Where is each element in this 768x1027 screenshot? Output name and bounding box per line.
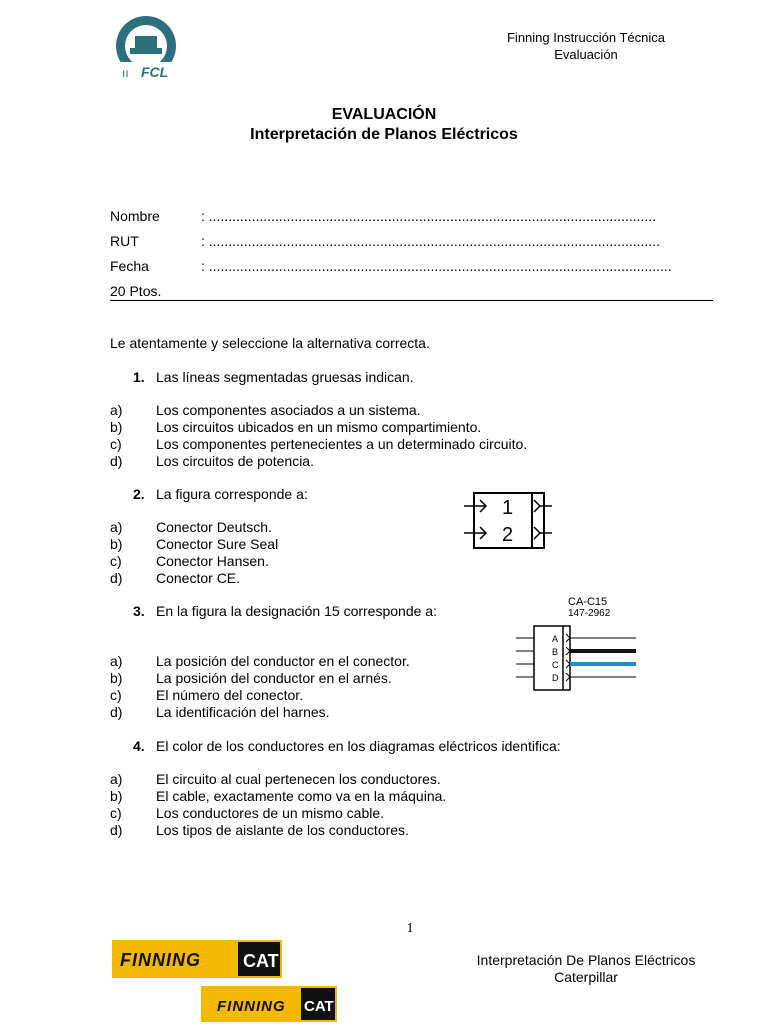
points-label: 20 Ptos. xyxy=(110,283,162,299)
q2-option-a-letter: a) xyxy=(110,519,123,535)
q3-option-a[interactable]: La posición del conductor en el conector. xyxy=(156,653,410,669)
q2-option-a[interactable]: Conector Deutsch. xyxy=(156,519,272,535)
finning-cat-logo-2 xyxy=(201,986,337,1022)
field-fecha[interactable]: : ....................................................................................................................... xyxy=(201,258,672,274)
page-title: EVALUACIÓN xyxy=(331,106,437,123)
question-4-text: El color de los conductores en los diagramas eléctricos identifica: xyxy=(156,738,561,754)
q1-option-a[interactable]: Los componentes asociados a un sistema. xyxy=(156,402,421,418)
q4-option-a-letter: a) xyxy=(110,771,123,787)
q1-option-c-letter: c) xyxy=(110,436,122,452)
q1-option-c[interactable]: Los componentes pertenecientes a un determinado circuito. xyxy=(156,436,528,452)
question-1-number: 1. xyxy=(133,369,145,385)
q3-option-c-letter: c) xyxy=(110,687,122,703)
header-divider xyxy=(110,300,713,301)
q2-option-c-letter: c) xyxy=(110,553,122,569)
question-1-text: Las líneas segmentadas gruesas indican. xyxy=(156,369,414,385)
harness-pin-d: D xyxy=(552,673,559,683)
q4-option-c-letter: c) xyxy=(110,805,122,821)
footer-brand-cat-2: CAT xyxy=(304,998,334,1015)
q4-option-c[interactable]: Los conductores de un mismo cable. xyxy=(156,805,385,821)
connector-figure xyxy=(462,491,554,551)
logo-fcl-text: FCL xyxy=(141,64,169,80)
header-right xyxy=(470,29,702,63)
field-rut[interactable]: : .................................................................................................................... xyxy=(201,233,660,249)
q4-option-b-letter: b) xyxy=(110,788,123,804)
question-3-text: En la figura la designación 15 corresponde a: xyxy=(156,603,437,619)
q1-option-a-letter: a) xyxy=(110,402,123,418)
harness-connector-figure xyxy=(512,594,642,694)
q1-option-d-letter: d) xyxy=(110,453,123,469)
q3-option-b-letter: b) xyxy=(110,670,123,686)
question-2-text: La figura corresponde a: xyxy=(156,486,308,502)
field-label-fecha: Fecha xyxy=(110,258,149,274)
footer-brand-word-1: FINNING xyxy=(120,950,201,970)
field-nombre[interactable]: : ................................................................................................................... xyxy=(201,208,657,224)
instructions: Le atentamente y seleccione la alternativa correcta. xyxy=(110,335,430,351)
footer-brand-cat-1: CAT xyxy=(243,951,279,971)
q3-option-a-letter: a) xyxy=(110,653,123,669)
svg-text:ıı: ıı xyxy=(122,66,129,80)
footer-right-line2: Caterpillar xyxy=(554,969,618,985)
harness-pin-b: B xyxy=(552,647,559,657)
q2-option-d[interactable]: Conector CE. xyxy=(156,570,241,586)
field-label-nombre: Nombre xyxy=(110,208,160,224)
connector-pin-2: 2 xyxy=(502,524,514,546)
field-label-rut: RUT xyxy=(110,233,139,249)
q1-option-d[interactable]: Los circuitos de potencia. xyxy=(156,453,314,469)
connector-pin-1: 1 xyxy=(502,497,514,519)
footer-brand-word-2: FINNING xyxy=(217,998,286,1015)
q3-option-d-letter: d) xyxy=(110,704,123,720)
finning-capacitacion-logo xyxy=(108,14,184,80)
page-number: 1 xyxy=(406,921,414,936)
header-right-line2: Evaluación xyxy=(554,47,618,62)
q4-option-d[interactable]: Los tipos de aislante de los conductores. xyxy=(156,822,409,838)
harness-label-2: 147-2962 xyxy=(568,608,611,619)
q4-option-a[interactable]: El circuito al cual pertenecen los conductores. xyxy=(156,771,441,787)
q2-option-b[interactable]: Conector Sure Seal xyxy=(156,536,279,552)
question-4-number: 4. xyxy=(133,738,145,754)
header-right-line1: Finning Instrucción Técnica xyxy=(506,30,665,45)
q1-option-b-letter: b) xyxy=(110,419,123,435)
q3-option-c[interactable]: El número del conector. xyxy=(156,687,304,703)
harness-pin-a: A xyxy=(552,634,559,644)
q4-option-d-letter: d) xyxy=(110,822,123,838)
q2-option-c[interactable]: Conector Hansen. xyxy=(156,553,269,569)
q3-option-b[interactable]: La posición del conductor en el arnés. xyxy=(156,670,392,686)
q2-option-d-letter: d) xyxy=(110,570,123,586)
q3-option-d[interactable]: La identificación del harnes. xyxy=(156,704,330,720)
footer-right-line1: Interpretación De Planos Eléctricos xyxy=(476,952,696,968)
q2-option-b-letter: b) xyxy=(110,536,123,552)
question-3-number: 3. xyxy=(133,603,145,619)
page-subtitle: Interpretación de Planos Eléctricos xyxy=(250,126,518,143)
question-2-number: 2. xyxy=(133,486,145,502)
q1-option-b[interactable]: Los circuitos ubicados en un mismo compartimiento. xyxy=(156,419,482,435)
footer-right xyxy=(460,952,712,986)
q4-option-b[interactable]: El cable, exactamente como va en la máquina. xyxy=(156,788,447,804)
harness-label-1: CA-C15 xyxy=(568,596,608,608)
finning-cat-logo-1 xyxy=(112,940,282,978)
harness-pin-c: C xyxy=(552,660,559,670)
